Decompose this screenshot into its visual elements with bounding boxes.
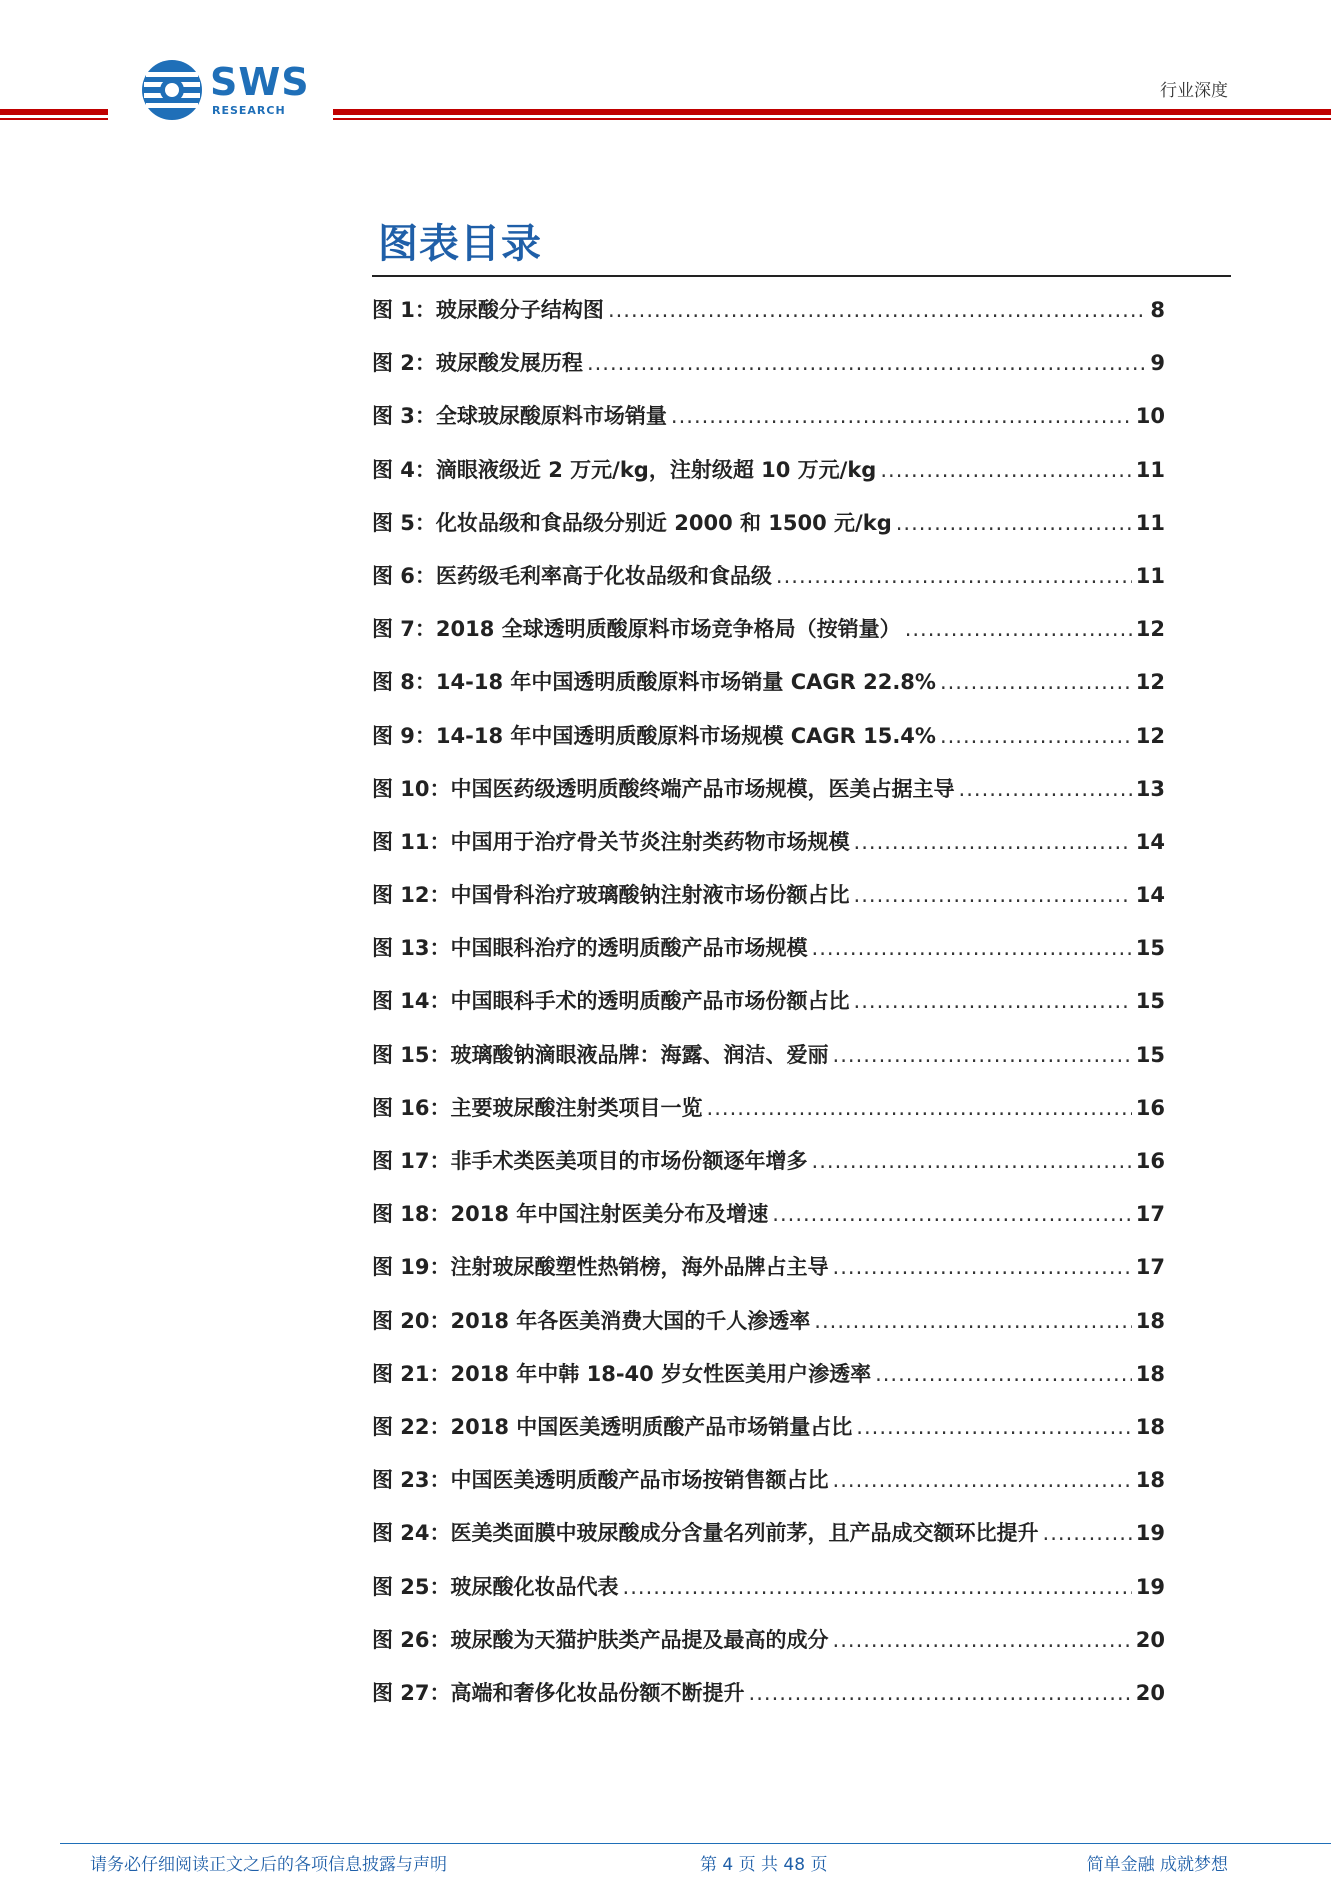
toc-entry-label: 图 4：滴眼液级近 2 万元/kg，注射级超 10 万元/kg [372, 457, 877, 482]
toc-entry-page: 10 [1135, 404, 1165, 429]
toc-entry-leader [608, 298, 1146, 322]
toc-entry[interactable] [372, 1517, 1165, 1570]
toc-entry-leader [959, 777, 1132, 801]
toc-entry-leader [833, 1628, 1132, 1652]
toc-entry[interactable] [372, 1358, 1165, 1411]
toc-entry-label: 图 27：高端和奢侈化妆品份额不断提升 [372, 1680, 745, 1705]
toc-entry-page: 8 [1150, 298, 1165, 322]
toc-entry-page: 12 [1135, 670, 1165, 695]
toc-entry-page: 18 [1135, 1308, 1165, 1333]
toc-entry-label: 图 2：玻尿酸发展历程 [372, 351, 583, 376]
footer-divider [60, 1843, 1331, 1844]
sws-logo-icon [140, 58, 204, 122]
toc-entry-leader [812, 936, 1132, 960]
toc-entry-label: 图 14：中国眼科手术的透明质酸产品市场份额占比 [372, 989, 850, 1014]
toc-entry-page: 11 [1135, 510, 1165, 535]
toc-entry-leader [940, 724, 1132, 748]
toc-entry[interactable] [372, 613, 1165, 666]
toc-entry-label: 图 5：化妆品级和食品级分别近 2000 和 1500 元/kg [372, 510, 892, 535]
toc-entry-label: 图 22：2018 中国医美透明质酸产品市场销量占比 [372, 1414, 853, 1439]
toc-entry-page: 12 [1135, 617, 1165, 642]
toc-entry[interactable] [372, 347, 1165, 400]
page-header [0, 0, 1331, 140]
toc-entry-page: 16 [1135, 1149, 1165, 1173]
toc-entry-label: 图 18：2018 年中国注射医美分布及增速 [372, 1202, 769, 1227]
toc-entry-label: 图 23：中国医美透明质酸产品市场按销售额占比 [372, 1468, 829, 1493]
toc-entry-label: 图 16：主要玻尿酸注射类项目一览 [372, 1095, 703, 1120]
toc-entry-label: 图 12：中国骨科治疗玻璃酸钠注射液市场份额占比 [372, 883, 850, 908]
toc-entry-leader [880, 458, 1131, 482]
toc-entry-leader [1043, 1521, 1132, 1545]
sws-logo [140, 58, 320, 122]
toc-entry-label: 图 24：医美类面膜中玻尿酸成分含量名列前茅，且产品成交额环比提升 [372, 1521, 1039, 1546]
toc-entry[interactable] [372, 720, 1165, 773]
toc-entry[interactable] [372, 507, 1165, 560]
toc-entry-leader [814, 1309, 1131, 1333]
toc-entry-leader [623, 1575, 1132, 1599]
toc-entry-page: 17 [1135, 1255, 1165, 1280]
toc-entry[interactable] [372, 1145, 1165, 1198]
toc-entry[interactable] [372, 560, 1165, 613]
toc-entry[interactable] [372, 1251, 1165, 1304]
toc-entry-leader [812, 1149, 1132, 1173]
toc-entry-page: 18 [1135, 1468, 1165, 1493]
toc-entry[interactable] [372, 773, 1165, 826]
toc-entry-leader [587, 351, 1146, 375]
toc-entry-page: 20 [1135, 1680, 1165, 1705]
toc-entry[interactable] [372, 985, 1165, 1038]
toc-entry[interactable] [372, 400, 1165, 453]
toc-entry-label: 图 20：2018 年各医美消费大国的千人渗透率 [372, 1308, 811, 1333]
toc-entry-page: 15 [1135, 936, 1165, 961]
toc-entry-leader [671, 404, 1132, 428]
toc-entry-leader [856, 1415, 1131, 1439]
toc-entry-label: 图 3：全球玻尿酸原料市场销量 [372, 404, 667, 429]
toc-entry[interactable] [372, 932, 1165, 985]
toc-entry-leader [707, 1096, 1132, 1120]
toc-entry-page: 12 [1135, 723, 1165, 748]
toc-entry[interactable] [372, 454, 1165, 507]
toc-entry-page: 15 [1135, 1042, 1165, 1067]
toc-entry-page: 14 [1135, 883, 1165, 908]
toc-entry[interactable] [372, 294, 1165, 347]
toc-entry-label: 图 11：中国用于治疗骨关节炎注射类药物市场规模 [372, 829, 850, 854]
toc-entry-leader [896, 511, 1132, 535]
logo-subtext: RESEARCH [212, 104, 286, 117]
toc-entry-leader [854, 883, 1132, 907]
toc-entry-label: 图 25：玻尿酸化妆品代表 [372, 1574, 619, 1599]
toc-entry-page: 11 [1135, 457, 1165, 482]
toc-entry-leader [776, 564, 1132, 588]
toc-entry-leader [854, 989, 1132, 1013]
toc-entry-leader [833, 1255, 1132, 1279]
toc-entry-page: 14 [1135, 829, 1165, 854]
toc-entry-label: 图 1：玻尿酸分子结构图 [372, 298, 604, 322]
toc-entry-label: 图 19：注射玻尿酸塑性热销榜，海外品牌占主导 [372, 1255, 829, 1280]
toc-entry-leader [854, 830, 1132, 854]
toc-entry-page: 16 [1135, 1095, 1165, 1120]
toc-entry-leader [905, 617, 1132, 641]
toc-entry-page: 19 [1135, 1574, 1165, 1599]
toc-entry[interactable] [372, 1464, 1165, 1517]
toc-entry[interactable] [372, 1092, 1165, 1145]
toc-entry-leader [833, 1043, 1132, 1067]
report-category-tag: 行业深度 [1160, 81, 1228, 101]
toc-entry[interactable] [372, 1039, 1165, 1092]
toc-entry-leader [749, 1681, 1132, 1705]
toc-entry-page: 15 [1135, 989, 1165, 1014]
toc-entry-label: 图 21：2018 年中韩 18-40 岁女性医美用户渗透率 [372, 1361, 872, 1386]
toc-entry-label: 图 15：玻璃酸钠滴眼液品牌：海露、润洁、爱丽 [372, 1042, 829, 1067]
toc-entry[interactable] [372, 666, 1165, 719]
header-rule-right [333, 109, 1331, 115]
toc-entry-label: 图 17：非手术类医美项目的市场份额逐年增多 [372, 1149, 808, 1173]
toc-entry-page: 20 [1135, 1627, 1165, 1652]
header-rule-left [0, 109, 108, 115]
toc-entry-page: 9 [1150, 351, 1165, 376]
toc-entry-leader [772, 1202, 1131, 1226]
header-rule-left-thin [0, 118, 108, 120]
toc-title: 图表目录 [378, 221, 542, 267]
toc-entry-page: 11 [1135, 563, 1165, 588]
toc-entry-leader [833, 1468, 1132, 1492]
toc-entry-label: 图 8：14-18 年中国透明质酸原料市场销量 CAGR 22.8% [372, 670, 936, 695]
toc-entry-label: 图 6：医药级毛利率高于化妆品级和食品级 [372, 563, 772, 588]
toc-entry-leader [940, 670, 1132, 694]
table-of-figures [372, 294, 1165, 1730]
header-rule-right-thin [333, 118, 1331, 120]
footer-slogan: 简单金融 成就梦想 [1086, 1855, 1228, 1875]
toc-entry-label: 图 26：玻尿酸为天猫护肤类产品提及最高的成分 [372, 1627, 829, 1652]
toc-entry[interactable] [372, 826, 1165, 879]
toc-entry-page: 17 [1135, 1202, 1165, 1227]
footer-disclaimer: 请务必仔细阅读正文之后的各项信息披露与声明 [90, 1855, 447, 1875]
toc-entry-label: 图 7：2018 全球透明质酸原料市场竞争格局（按销量） [372, 617, 901, 642]
toc-entry[interactable] [372, 1677, 1165, 1730]
toc-entry[interactable] [372, 1411, 1165, 1464]
toc-entry-label: 图 9：14-18 年中国透明质酸原料市场规模 CAGR 15.4% [372, 723, 936, 748]
toc-entry-page: 13 [1135, 776, 1165, 801]
toc-entry[interactable] [372, 1624, 1165, 1677]
toc-entry-page: 19 [1135, 1521, 1165, 1546]
toc-entry[interactable] [372, 1571, 1165, 1624]
toc-entry-page: 18 [1135, 1414, 1165, 1439]
toc-entry-label: 图 10：中国医药级透明质酸终端产品市场规模，医美占据主导 [372, 776, 955, 801]
toc-entry-label: 图 13：中国眼科治疗的透明质酸产品市场规模 [372, 936, 808, 961]
toc-entry[interactable] [372, 1305, 1165, 1358]
toc-entry[interactable] [372, 879, 1165, 932]
toc-entry-page: 18 [1135, 1361, 1165, 1386]
toc-entry[interactable] [372, 1198, 1165, 1251]
toc-entry-leader [875, 1362, 1132, 1386]
toc-title-divider [372, 275, 1231, 277]
logo-text: SWS [210, 60, 310, 104]
footer-page-info: 第 4 页 共 48 页 [700, 1855, 828, 1875]
